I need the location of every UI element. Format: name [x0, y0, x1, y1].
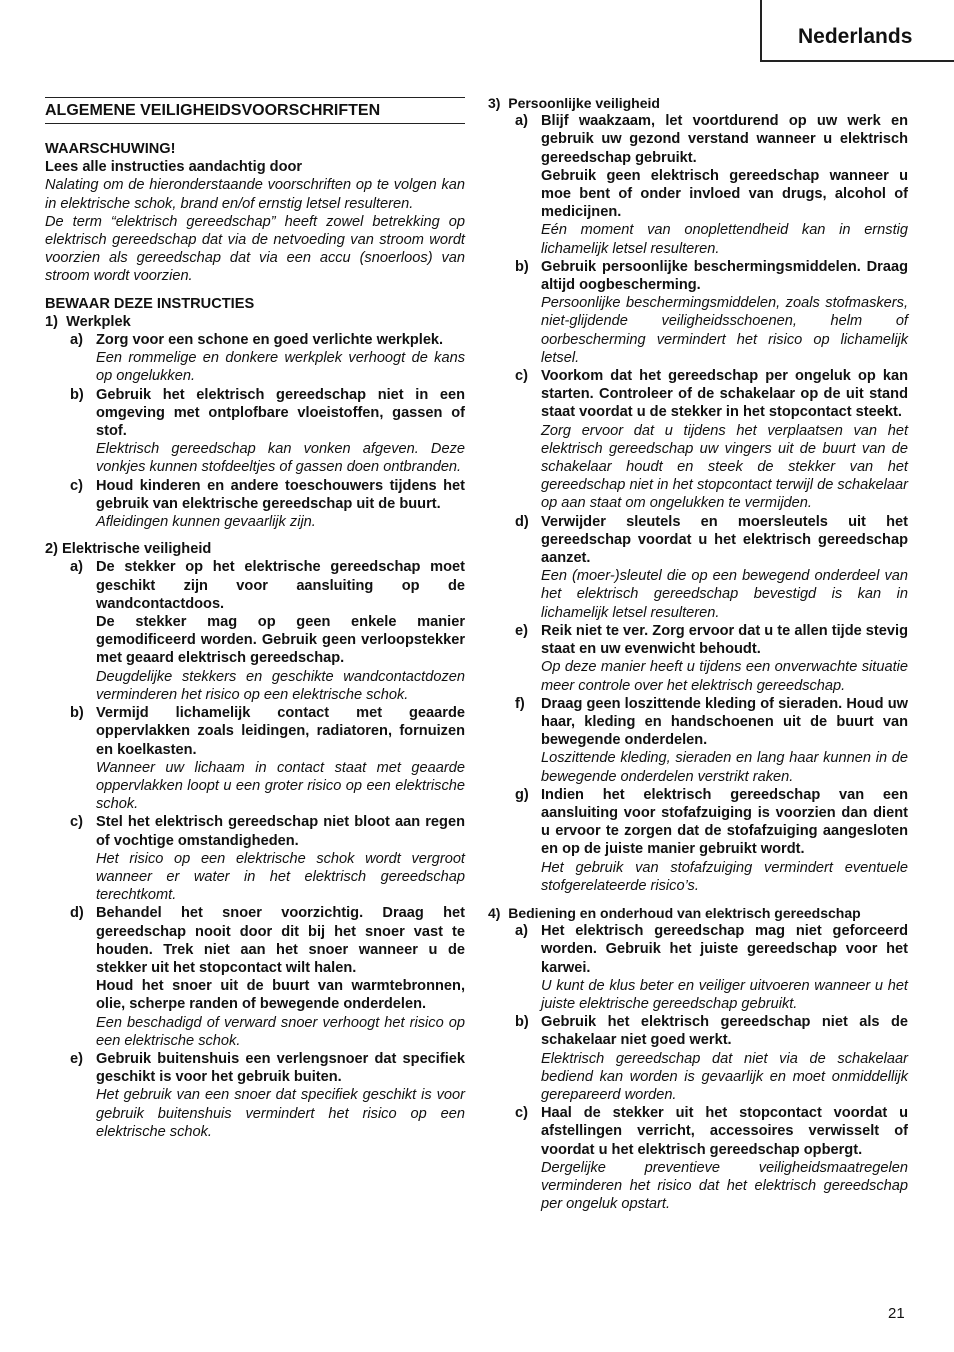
- list-item: b) Gebruik persoonlijke beschermingsmiddelen. Draag altijd oogbescherming. Persoonlijke beschermingsmiddelen, zoals stofmaskers, niet-glijdende veiligheidsschoenen, helm of oorbescherming vermindert het risico op lichamelijk letsel.: [515, 258, 908, 366]
- list-item: c) Voorkom dat het gereedschap per ongeluk op kan starten. Controleer of de schakelaar op de uit stand staat voordat u de stekker in het stopcontact steekt. Zorg ervoor dat u tijdens het verplaatsen van het elektrisch gereedschap uw vingers uit de buurt van de schakelaar houdt en steek de stekker van het gereedschap niet in het stopcontact terwijl de schakelaar op aan staat om ongelukken te vermijden.: [515, 368, 908, 512]
- list-item: e) Reik niet te ver. Zorg ervoor dat u te allen tijde stevig staat en uw evenwicht behoudt. Op deze manier heeft u tijdens een onverwachte situatie meer controle over het elektrisch gereedschap.: [515, 622, 908, 694]
- list-item: b) Gebruik het elektrisch gereedschap niet in een omgeving met ontplofbare vloeistoffen, gassen of stof. Elektrisch gereedschap kan vonken afgeven. Deze vonkjes kunnen stofdeeltjes of gassen doen ontbranden.: [70, 386, 465, 476]
- list-item: a) De stekker op het elektrische gereedschap moet geschikt zijn voor aansluiting op de wandcontactdoos. De stekker mag op geen enkele manier gemodificeerd worden. Gebruik geen verloopstekker met geaard elektrisch gereedschap. Deugdelijke stekkers en geschikte wandcontactdozen verminderen het risico op een elektrische schok.: [70, 559, 465, 703]
- page-number: 21: [888, 1305, 905, 1322]
- keep-instructions: BEWAAR DEZE INSTRUCTIES: [45, 295, 255, 312]
- subsection-heading: 4) Bediening en onderhoud van elektrisch gereedschap: [488, 904, 861, 921]
- subsection-body: [488, 922, 908, 1213]
- list-item: a) Zorg voor een schone en goed verlichte werkplek. Een rommelige en donkere werkplek verhoogt de kans op ongelukken.: [70, 332, 465, 385]
- warning-text: De term “elektrisch gereedschap” heeft zowel betrekking op elektrisch gereedschap dat via de netvoeding van stroom wordt voorzien als gereedschap dat via een accu (snoerloos) van stroom wordt voorzien.: [45, 213, 465, 285]
- list-item: g) Indien het elektrisch gereedschap van een aansluiting voor stofafzuiging is voorzien dan dient u ervoor te zorgen dat de stofafzuiging aangesloten en op de juiste manier gebruikt wordt. Het gebruik van stofafzuiging vermindert eventuele stofgerelateerde risico’s.: [515, 786, 908, 894]
- list-item: c) Haal de stekker uit het stopcontact voordat u afstellingen verricht, accessoires verwisselt of voordat u het elektrisch gereedschap opbergt. Dergelijke preventieve veiligheidsmaatregelen verminderen het risico dat het elektrisch gereedschap per ongeluk opstart.: [515, 1105, 908, 1213]
- list-item: c) Stel het elektrisch gereedschap niet bloot aan regen of vochtige omstandigheden. Het risico op een elektrische schok wordt vergroot wanneer er water in het elektrisch gereedschap terechtkomt.: [70, 814, 465, 904]
- section-title: ALGEMENE VEILIGHEIDSVOORSCHRIFTEN: [45, 97, 465, 124]
- subsection-body: [45, 558, 465, 1141]
- warning-text: Nalating om de hieronderstaande voorschriften op te volgen kan in elektrische schok, brand en/of ernstig letsel resulteren.: [45, 177, 465, 212]
- list-item: d) Behandel het snoer voorzichtig. Draag het gereedschap nooit door dit bij het snoer vast te houden. Trek niet aan het snoer wanneer u de stekker uit het stopcontact wilt halen. Houd het snoer uit de buurt van warmtebronnen, olie, scherpe randen of bewegende onderdelen. Een beschadigd of verward snoer verhoogt het risico op een elektrische schok.: [70, 905, 465, 1049]
- left-column: [45, 94, 465, 1141]
- warning-heading: WAARSCHUWING!: [45, 141, 176, 157]
- list-item: c) Houd kinderen en andere toeschouwers tijdens het gebruik van elektrische gereedschap uit de buurt. Afleidingen kunnen gevaarlijk zijn.: [70, 477, 465, 531]
- list-item: a) Het elektrisch gereedschap mag niet geforceerd worden. Gebruik het juiste gereedschap voor het karwei. U kunt de klus beter en veiliger uitvoeren wanneer u het juiste elektrische gereedschap gebruikt.: [515, 923, 908, 1012]
- right-column: [488, 94, 908, 1213]
- list-item: e) Gebruik buitenshuis een verlengsnoer dat specifiek geschikt is voor het gebruik buiten. Het gebruik van een snoer dat specifiek geschikt is voor gebruik buitenshuis vermindert het risico op een elektrische schok.: [70, 1050, 465, 1140]
- list-item: a) Blijf waakzaam, let voortdurend op uw werk en gebruik uw gezond verstand wanneer u elektrisch gereedschap gebruikt. Gebruik geen elektrisch gereedschap wanneer u moe bent of onder invloed van drugs, alcohol of medicijnen. Eén moment van onoplettendheid kan in ernstig lichamelijk letsel resulteren.: [515, 113, 908, 257]
- subsection-body: [488, 112, 908, 895]
- subsection-heading: 1) Werkplek: [45, 313, 131, 330]
- read-instructions: Lees alle instructies aandachtig door: [45, 159, 303, 176]
- list-item: b) Gebruik het elektrisch gereedschap niet als de schakelaar niet goed werkt. Elektrisch gereedschap dat niet via de schakelaar bediend kan worden is gevaarlijk en moet onmiddellijk gerepareerd worden.: [515, 1014, 908, 1103]
- language-tab: [760, 0, 954, 62]
- language-label: Nederlands: [798, 25, 913, 48]
- list-item: d) Verwijder sleutels en moersleutels uit het gereedschap voordat u het elektrisch gereedschap aanzet. Een (moer-)sleutel die op een bewegend onderdeel van het elektrisch gereedschap bevestigd is kan in lichamelijk letsel resulteren.: [515, 513, 908, 621]
- subsection-heading: 3) Persoonlijke veiligheid: [488, 95, 660, 111]
- subsection-heading: 2) Elektrische veiligheid: [45, 541, 212, 558]
- list-item: f) Draag geen loszittende kleding of sieraden. Houd uw haar, kleding en handschoenen uit de buurt van bewegende onderdelen. Loszittende kleding, sieraden en lang haar kunnen in de bewegende onderdelen verstrikt raken.: [515, 695, 908, 785]
- subsection-body: [45, 331, 465, 531]
- list-item: b) Vermijd lichamelijk contact met geaarde oppervlakken zoals leidingen, radiatoren, fornuizen en koelkasten. Wanneer uw lichaam in contact staat met geaarde oppervlakken loopt u een groter risico op een elektrische schok.: [70, 705, 465, 813]
